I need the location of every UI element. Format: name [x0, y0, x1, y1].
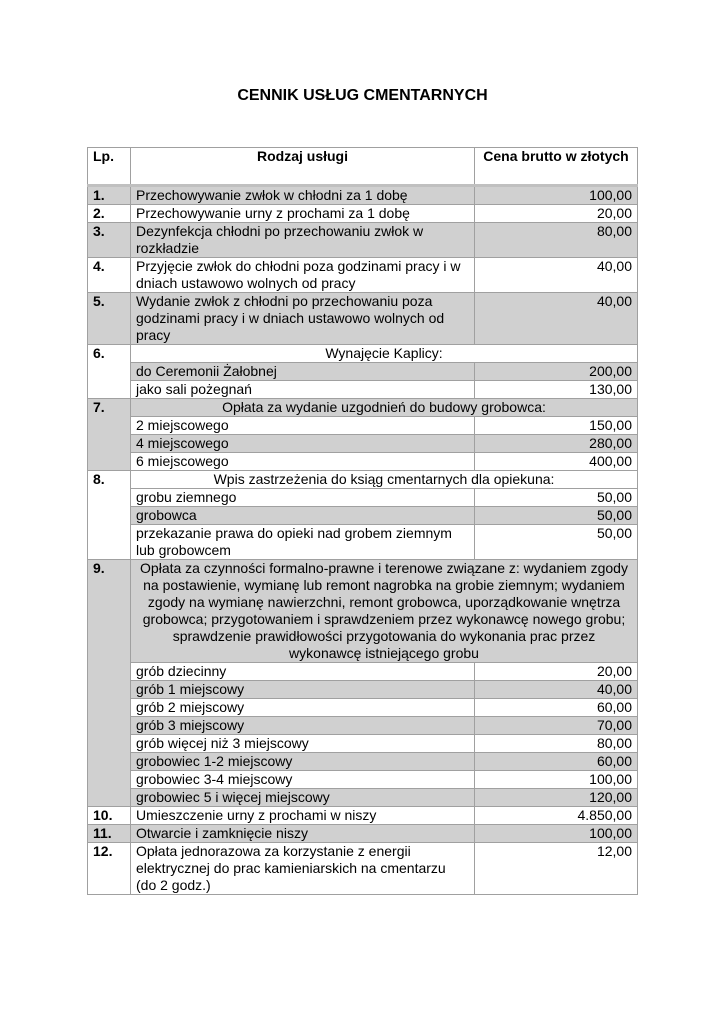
- group-heading: Wpis zastrzeżenia do ksiąg cmentarnych dla opiekuna:: [131, 471, 638, 489]
- table-row: [88, 293, 638, 345]
- subitem-row: [88, 417, 638, 435]
- subitem-row: [88, 663, 638, 681]
- subitem-price: 400,00: [475, 453, 638, 471]
- item-number: 8.: [88, 471, 131, 560]
- table-row: [88, 186, 638, 205]
- table-row: [88, 825, 638, 843]
- subitem-row: [88, 771, 638, 789]
- subitem-row: [88, 753, 638, 771]
- item-price: 4.850,00: [475, 807, 638, 825]
- subitem-description: grobowca: [131, 507, 475, 525]
- item-number: 10.: [88, 807, 131, 825]
- item-number: 11.: [88, 825, 131, 843]
- subitem-price: 200,00: [475, 363, 638, 381]
- item-price: 80,00: [475, 223, 638, 258]
- subitem-description: grób 2 miejscowy: [131, 699, 475, 717]
- item-price: 12,00: [475, 843, 638, 895]
- item-number: 2.: [88, 205, 131, 223]
- item-number: 9.: [88, 560, 131, 807]
- column-header-service: Rodzaj usługi: [131, 148, 475, 186]
- table-row: [88, 807, 638, 825]
- subitem-description: grobu ziemnego: [131, 489, 475, 507]
- item-price: 100,00: [475, 186, 638, 205]
- item-description: Dezynfekcja chłodni po przechowaniu zwłok w rozkładzie: [131, 223, 475, 258]
- item-description: Wydanie zwłok z chłodni po przechowaniu poza godzinami pracy i w dniach ustawowo wolnych od pracy: [131, 293, 475, 345]
- subitem-row: [88, 699, 638, 717]
- subitem-row: [88, 525, 638, 560]
- subitem-row: [88, 717, 638, 735]
- item-description: Przechowywanie urny z prochami za 1 dobę: [131, 205, 475, 223]
- subitem-price: 50,00: [475, 525, 638, 560]
- item-description: Otwarcie i zamknięcie niszy: [131, 825, 475, 843]
- group-heading: Wynajęcie Kaplicy:: [131, 345, 638, 363]
- subitem-description: grobowiec 5 i więcej miejscowy: [131, 789, 475, 807]
- subitem-description: jako sali pożegnań: [131, 381, 475, 399]
- subitem-description: grób więcej niż 3 miejscowy: [131, 735, 475, 753]
- item-price: 40,00: [475, 293, 638, 345]
- subitem-price: 60,00: [475, 753, 638, 771]
- subitem-row: [88, 735, 638, 753]
- subitem-row: [88, 363, 638, 381]
- item-number: 7.: [88, 399, 131, 471]
- subitem-price: 20,00: [475, 663, 638, 681]
- group-heading-row: [88, 345, 638, 363]
- subitem-description: grobowiec 3-4 miejscowy: [131, 771, 475, 789]
- subitem-price: 280,00: [475, 435, 638, 453]
- subitem-price: 50,00: [475, 489, 638, 507]
- group-heading-row: [88, 471, 638, 489]
- item-price: 40,00: [475, 258, 638, 293]
- subitem-row: [88, 435, 638, 453]
- subitem-row: [88, 681, 638, 699]
- subitem-price: 150,00: [475, 417, 638, 435]
- subitem-price: 120,00: [475, 789, 638, 807]
- item-description: Opłata jednorazowa za korzystanie z energii elektrycznej do prac kamieniarskich na cmentarzu (do 2 godz.): [131, 843, 475, 895]
- page-title: CENNIK USŁUG CMENTARNYCH: [237, 87, 488, 104]
- item-price: 100,00: [475, 825, 638, 843]
- table-header-row: [88, 148, 638, 186]
- item-number: 12.: [88, 843, 131, 895]
- subitem-description: do Ceremonii Żałobnej: [131, 363, 475, 381]
- item-description: Umieszczenie urny z prochami w niszy: [131, 807, 475, 825]
- subitem-description: grób 1 miejscowy: [131, 681, 475, 699]
- table-row: [88, 843, 638, 895]
- table-row: [88, 258, 638, 293]
- subitem-price: 50,00: [475, 507, 638, 525]
- subitem-row: [88, 789, 638, 807]
- subitem-description: 2 miejscowego: [131, 417, 475, 435]
- item-description: Przyjęcie zwłok do chłodni poza godzinami pracy i w dniach ustawowo wolnych od pracy: [131, 258, 475, 293]
- subitem-row: [88, 453, 638, 471]
- table-row: [88, 223, 638, 258]
- subitem-price: 60,00: [475, 699, 638, 717]
- item-number: 6.: [88, 345, 131, 399]
- column-header-lp: Lp.: [88, 148, 131, 186]
- group-heading: Opłata za wydanie uzgodnień do budowy grobowca:: [131, 399, 638, 417]
- subitem-row: [88, 507, 638, 525]
- group-heading-row: [88, 560, 638, 663]
- price-table: [87, 147, 638, 895]
- subitem-price: 40,00: [475, 681, 638, 699]
- subitem-description: grobowiec 1-2 miejscowy: [131, 753, 475, 771]
- subitem-description: przekazanie prawa do opieki nad grobem ziemnym lub grobowcem: [131, 525, 475, 560]
- group-heading: Opłata za czynności formalno-prawne i terenowe związane z: wydaniem zgody na postawienie, wymianę lub remont nagrobka na grobie ziemnym; wydaniem zgody na wymianę nawierzchni, remont grobowca, uporządkowanie wnętrza grobowca; przygotowaniem i sprawdzeniem przez wykonawcę nowego grobu; sprawdzenie prawidłowości przygotowania do wykonania prac przez wykonawcę istniejącego grobu: [131, 560, 638, 663]
- group-heading-row: [88, 399, 638, 417]
- subitem-price: 100,00: [475, 771, 638, 789]
- column-header-price: Cena brutto w złotych: [475, 148, 638, 186]
- subitem-description: grób dziecinny: [131, 663, 475, 681]
- item-price: 20,00: [475, 205, 638, 223]
- subitem-price: 70,00: [475, 717, 638, 735]
- subitem-row: [88, 381, 638, 399]
- item-number: 4.: [88, 258, 131, 293]
- item-description: Przechowywanie zwłok w chłodni za 1 dobę: [131, 186, 475, 205]
- item-number: 1.: [88, 186, 131, 205]
- subitem-row: [88, 489, 638, 507]
- subitem-price: 80,00: [475, 735, 638, 753]
- subitem-description: 6 miejscowego: [131, 453, 475, 471]
- subitem-description: 4 miejscowego: [131, 435, 475, 453]
- subitem-price: 130,00: [475, 381, 638, 399]
- subitem-description: grób 3 miejscowy: [131, 717, 475, 735]
- table-row: [88, 205, 638, 223]
- item-number: 3.: [88, 223, 131, 258]
- item-number: 5.: [88, 293, 131, 345]
